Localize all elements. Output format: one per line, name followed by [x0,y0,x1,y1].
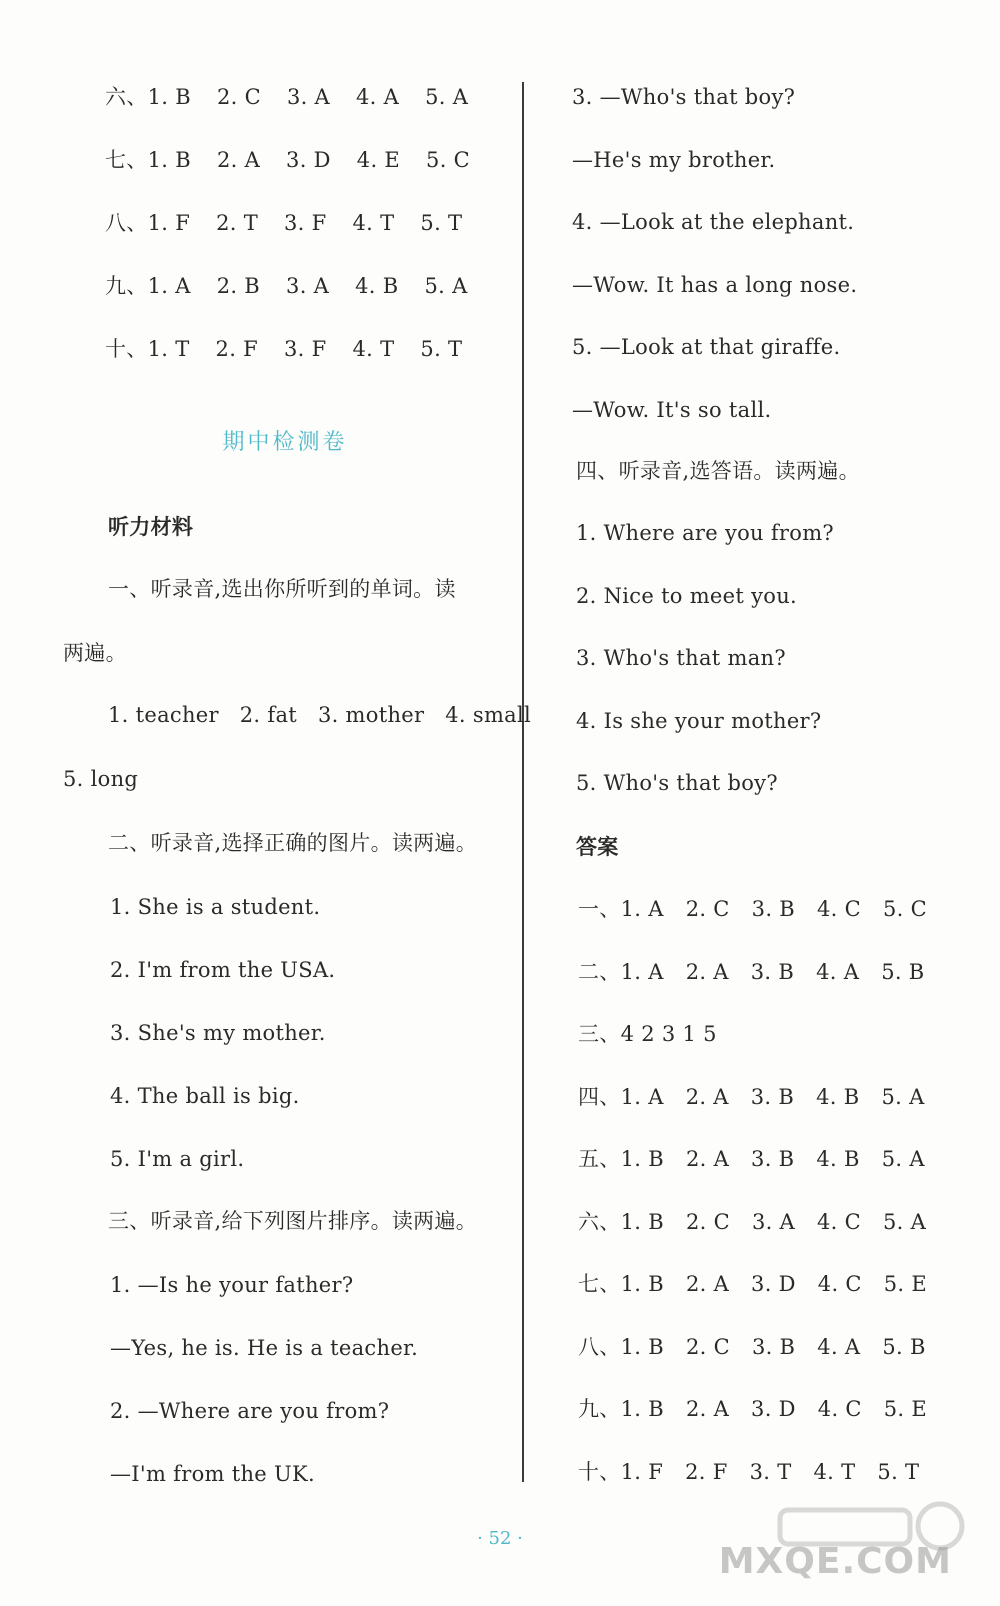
q2-item: 4. The ball is big. [110,1084,300,1108]
answer-prefix: 七、 [578,1272,621,1296]
answer-item: 1. B [620,1334,664,1359]
answer-row [578,894,949,924]
q1-instruction-line1: 一、听录音,选出你所听到的单词。读 [108,577,456,601]
answer-item: 5. B [882,1334,926,1359]
answer-item: 4. C [817,1397,862,1421]
answer-item: 4. A [816,959,860,984]
answer-item: 1. A [620,1084,664,1109]
answer-item: 2. F [215,337,259,361]
answer-item: 1. B [620,1272,664,1296]
q3-item: —Wow. It has a long nose. [572,272,858,297]
answer-prefix: 十、 [105,337,148,361]
answer-item: 3. D [751,1397,796,1421]
answer-item: 3. F [284,337,327,361]
answer-item: 3. B [751,1147,795,1171]
answer-item: 5. A [425,85,469,109]
q4-instruction: 四、听录音,选答语。读两遍。 [576,459,860,483]
answer-item: 3. B [751,1334,796,1359]
answer-row [578,1457,941,1487]
answer-item: 2. A [685,1084,729,1109]
answer-item: 5. E [883,1397,928,1421]
answer-item: 1. B [620,1397,664,1421]
answer-item: 2. A [685,1397,730,1421]
answer-row [578,1394,949,1424]
answer-item: 5. T [420,337,463,361]
q4-item: 4. Is she your mother? [576,708,822,733]
answer-item: 3. B [750,959,795,984]
answer-prefix: 九、 [578,1397,621,1421]
answer-prefix: 八、 [105,211,148,235]
q2-instruction: 二、听录音,选择正确的图片。读两遍。 [108,831,478,855]
answer-row [105,208,488,238]
q3-item: 3. —Who's that boy? [572,85,796,109]
answer-item: 5. A [424,274,468,298]
q1-words-line2: 5. long [63,767,139,791]
answer-item: 1. A [620,897,664,921]
answer-prefix: 四、 [578,1084,621,1109]
answer-item: 5. E [883,1272,928,1296]
answer-item: 2. A [685,959,729,984]
listening-heading: 听力材料 [108,514,194,539]
answer-item: 1. A [147,274,191,298]
answer-prefix: 七、 [105,148,148,172]
q3-item: 4. —Look at the elephant. [572,210,855,234]
column-divider [522,82,524,1482]
q2-item: 1. She is a student. [110,895,321,919]
answer-item: 5. A [881,1147,925,1171]
answer-item: 4. T [352,211,395,235]
answer-prefix: 十、 [578,1459,621,1484]
q2-item: 3. She's my mother. [110,1021,326,1045]
answer-item: 3. D [286,148,331,172]
answer-item: 3. D [751,1272,796,1296]
q4-item: 2. Nice to meet you. [576,583,798,608]
watermark-logo [718,1496,980,1596]
answer-item: 4. B [355,274,399,298]
q4-item: 1. Where are you from? [576,521,834,545]
answer-item: 3. A [286,85,331,109]
answer-item: 3. F [284,211,327,235]
answer-row [105,271,494,301]
answer-prefix: 八、 [578,1334,621,1359]
answer-item: 4. A [356,85,400,109]
answer-item: 3. B [750,1084,795,1109]
answer-prefix: 九、 [105,274,148,298]
answer-item: 1. B [147,85,191,109]
q3-item: 5. —Look at that giraffe. [572,335,841,359]
answer-item: 2. A [685,1147,730,1171]
answer-item: 5. T [877,1459,920,1484]
answer-row [105,82,494,112]
answer-prefix: 六、 [578,1209,621,1234]
answer-item: 5. A [883,1209,927,1234]
answer-item: 5. A [881,1084,925,1109]
answer-item: 3. A [751,1209,796,1234]
answer-item: 3. T [749,1459,792,1484]
answer-item: 2. A [216,148,261,172]
q3-item: —Yes, he is. He is a teacher. [110,1336,419,1360]
watermark-text: MXQE.COM [718,1541,952,1582]
answer-item: 2. T [216,211,259,235]
answer-item: 1. B [620,1147,664,1171]
answer-item: 1. B [620,1209,664,1234]
answer-prefix: 二、 [578,959,621,984]
answer-item: 2. C [685,897,730,921]
answer-row [578,1269,949,1299]
answer-item: 1. A [620,959,664,984]
page-number: · 52 · [477,1528,523,1549]
q3-instruction: 三、听录音,给下列图片排序。读两遍。 [108,1209,478,1233]
answer-item: 2. C [685,1334,730,1359]
answer-item: 1. T [147,337,190,361]
answer-item: 3. B [751,897,796,921]
answer-item: 2. A [685,1272,730,1296]
answer-item: 4. B [816,1147,860,1171]
answer-row [578,1207,948,1237]
answer-item: 4. B [816,1084,860,1109]
answer-item: 5. B [881,959,925,984]
answer-item: 4. E [356,148,401,172]
answer-item: 5. C [426,148,471,172]
answers-heading: 答案 [576,834,619,859]
answer-prefix: 三、 [578,1022,621,1046]
answer-item: 2. C [216,85,261,109]
answer-row [578,1082,947,1112]
answer-item: 5. T [420,211,463,235]
q4-item: 3. Who's that man? [576,646,786,670]
answer-row [578,957,947,987]
answer-item: 4. A [817,1334,861,1359]
answer-prefix: 五、 [578,1147,621,1171]
answer-item: 1. F [147,211,191,235]
answer-item: 4. T [813,1459,856,1484]
answer-prefix: 六、 [105,85,148,109]
answer-item: 5. C [883,897,927,921]
answer-row [578,1332,948,1362]
answer-item: 4 2 3 1 5 [620,1022,717,1046]
q1-instruction-line2: 两遍。 [63,641,127,665]
answer-row [105,145,496,175]
section-title: 期中检测卷 [222,430,348,455]
q3-item: 1. —Is he your father? [110,1273,354,1297]
answer-item: 1. B [147,148,191,172]
answer-item: 2. B [216,274,261,298]
q3-item: —Wow. It's so tall. [572,397,772,422]
q2-item: 2. I'm from the USA. [110,958,336,982]
answer-item: 1. F [620,1459,664,1484]
answer-row [105,334,488,364]
q3-item: 2. —Where are you from? [110,1399,390,1423]
q1-words-line1: 1. teacher 2. fat 3. mother 4. small [108,703,532,727]
answer-item: 4. C [817,897,861,921]
answer-item: 4. C [817,1272,862,1296]
answer-item: 2. C [685,1209,730,1234]
answer-item: 4. T [352,337,395,361]
q2-item: 5. I'm a girl. [110,1147,245,1171]
answer-item: 4. C [817,1209,861,1234]
answer-item: 2. F [685,1459,728,1484]
answer-row [578,1019,739,1049]
answer-prefix: 一、 [578,897,621,921]
answer-item: 3. A [286,274,330,298]
q4-item: 5. Who's that boy? [576,771,778,795]
q3-item: —He's my brother. [572,147,776,172]
answer-row [578,1144,947,1174]
q3-item: —I'm from the UK. [110,1462,315,1486]
